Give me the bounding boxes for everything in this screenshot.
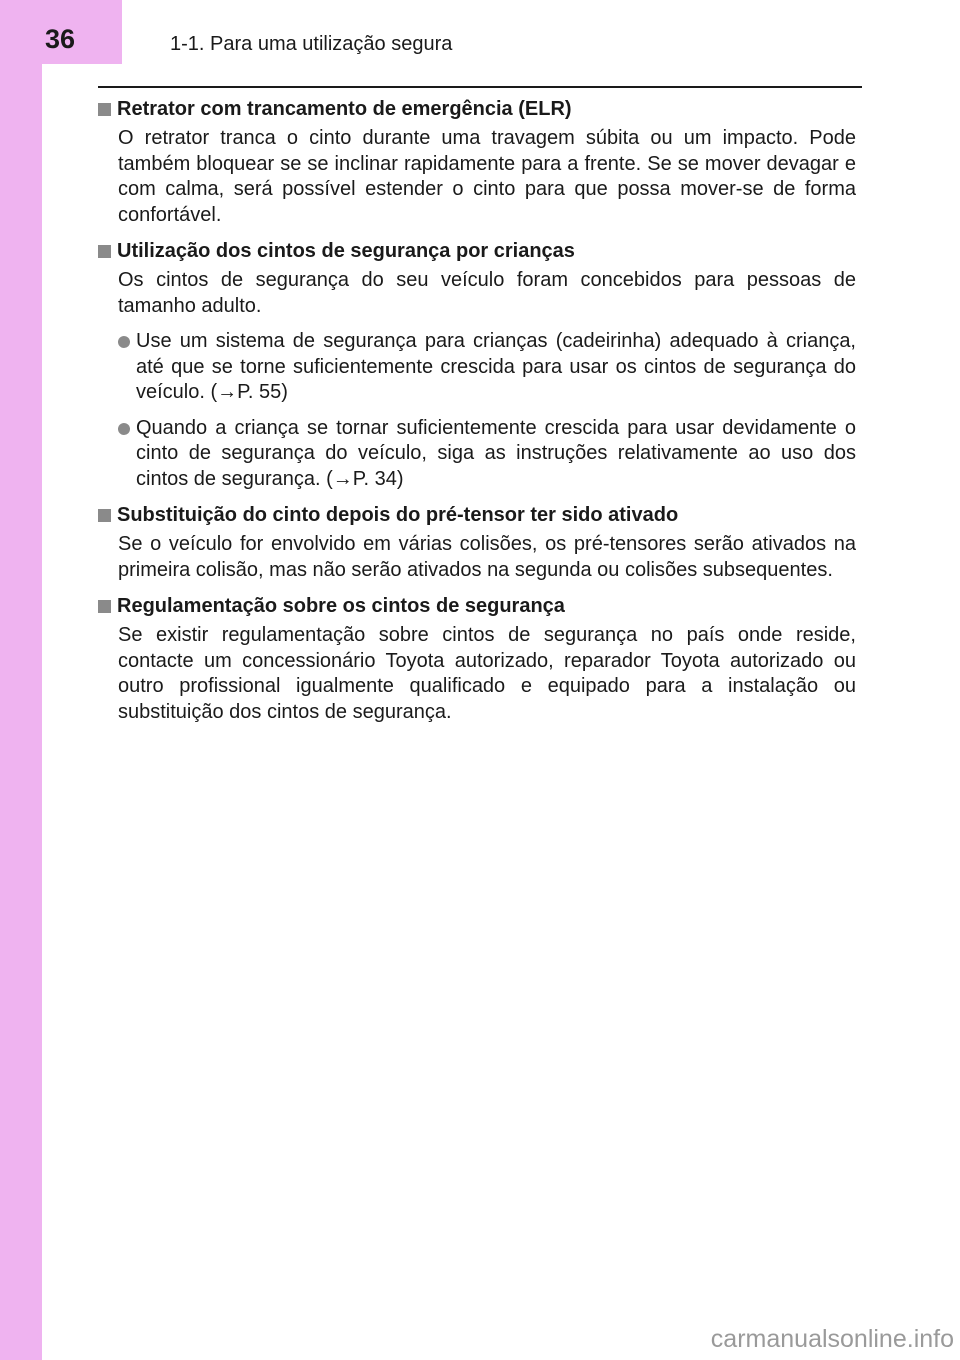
section-regulations (98, 593, 856, 725)
square-bullet-icon (98, 509, 111, 522)
section-elr (98, 96, 856, 228)
section-pretensioner (98, 502, 856, 583)
heading-text: Retrator com trancamento de emergência (ELR) (117, 98, 572, 120)
side-color-band (0, 0, 42, 1360)
section-heading (98, 593, 856, 619)
square-bullet-icon (98, 600, 111, 613)
round-bullet-icon (118, 423, 130, 435)
section-children (98, 238, 856, 492)
section-heading (98, 238, 856, 264)
square-bullet-icon (98, 245, 111, 258)
section-paragraph: Se existir regulamentação sobre cintos de segurança no país onde reside, contacte um concessionário Toyota autorizado, reparador Toyota autorizado ou outro profissional igualmente qualificado e equipado para a instalação ou substituição dos cintos de segurança. (118, 624, 856, 723)
heading-text: Regulamentação sobre os cintos de segurança (117, 595, 565, 617)
section-heading (98, 502, 856, 528)
section-paragraph: Se o veículo for envolvido em várias colisões, os pré-tensores serão ativados na primeira colisão, mas não serão ativados na segunda ou colisões subsequentes. (118, 533, 856, 581)
round-bullet-icon (118, 336, 130, 348)
watermark-text: carmanualsonline.info (710, 1325, 954, 1353)
section-title: 1-1. Para uma utilização segura (170, 33, 453, 55)
heading-text: Utilização dos cintos de segurança por crianças (117, 240, 575, 262)
section-paragraph: O retrator tranca o cinto durante uma travagem súbita ou um impacto. Pode também bloquear se se inclinar rapidamente para a frente. Se se mover devagar e com calma, será possível estender o cinto para que possa mover-se de forma confortável. (118, 127, 856, 226)
section-paragraph: Os cintos de segurança do seu veículo foram concebidos para pessoas de tamanho adulto. (118, 269, 856, 317)
list-item (118, 416, 856, 493)
heading-text: Substituição do cinto depois do pré-tensor ter sido ativado (117, 504, 679, 526)
header-rule (98, 86, 862, 88)
list-item (118, 329, 856, 406)
section-heading (98, 96, 856, 122)
page-content (98, 96, 856, 735)
list-item-text: Quando a criança se tornar suficientemente crescida para usar devidamente o cinto de segurança do veículo, siga as instruções relativamente ao uso dos cintos de segurança. (→P. 34) (136, 416, 856, 490)
square-bullet-icon (98, 103, 111, 116)
list-item-text: Use um sistema de segurança para crianças (cadeirinha) adequado à criança, até que se torne suficientemente crescida para usar os cintos de segurança do veículo. (→P. 55) (136, 330, 856, 403)
page-number: 36 (44, 24, 76, 54)
